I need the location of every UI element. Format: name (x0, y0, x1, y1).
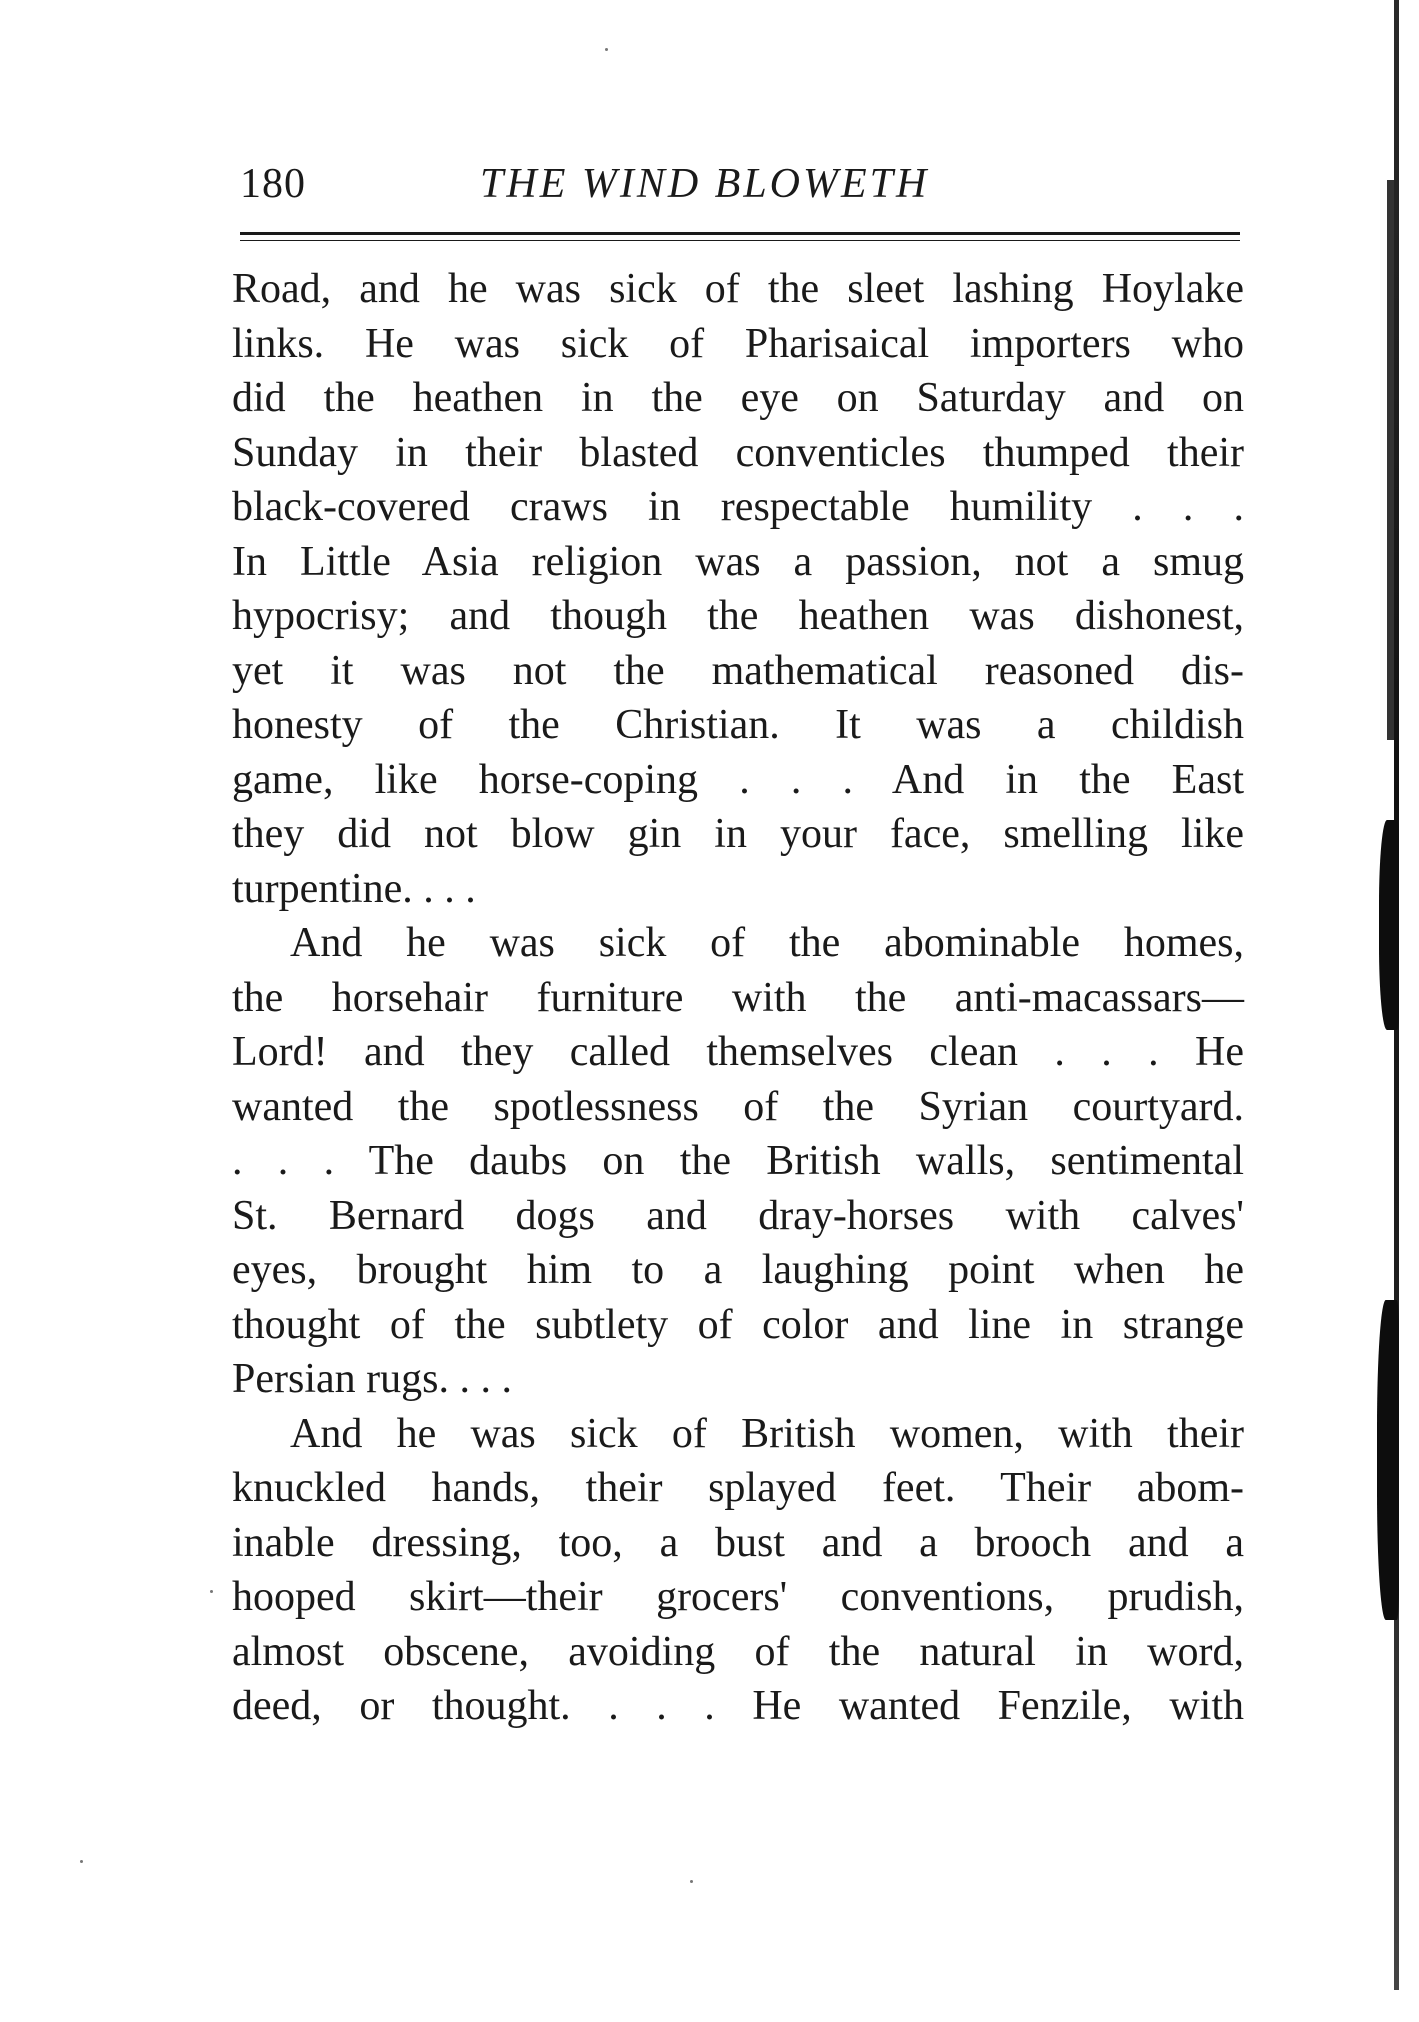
text-line: they did not blow gin in your face, smelling like (232, 811, 1244, 857)
running-head (240, 160, 1240, 220)
text-line: Sunday in their blasted conventicles thumped their (232, 429, 1244, 476)
text-line: yet it was not the mathematical reasoned dis- (232, 647, 1244, 694)
paper-speck (80, 1860, 83, 1863)
running-title: THE WIND BLOWETH (480, 161, 930, 207)
text-line: the horsehair furniture with the anti-macassars— (232, 974, 1244, 1021)
text-line: black-covered craws in respectable humility . . . (232, 484, 1244, 530)
text-line: And he was sick of the abominable homes, (290, 920, 1244, 966)
text-line: Lord! and they called themselves clean . . . He (232, 1029, 1244, 1075)
header-rule (240, 240, 1240, 241)
text-line: game, like horse-coping . . . And in the East (232, 756, 1244, 803)
text-line: inable dressing, too, a bust and a brooch and a (232, 1519, 1244, 1566)
text-line: In Little Asia religion was a passion, not a smug (232, 538, 1244, 585)
paper-speck (210, 1590, 213, 1593)
text-line: eyes, brought him to a laughing point when he (232, 1247, 1244, 1293)
text-line: St. Bernard dogs and dray-horses with calves' (232, 1192, 1244, 1239)
text-line: did the heathen in the eye on Saturday and on (232, 375, 1244, 421)
text-line: Road, and he was sick of the sleet lashing Hoylake (232, 266, 1244, 312)
paper-speck (605, 48, 608, 51)
text-line: knuckled hands, their splayed feet. Their abom- (232, 1465, 1244, 1511)
body-text (232, 262, 1244, 1734)
text-line: hooped skirt—their grocers' conventions, prudish, (232, 1574, 1244, 1620)
binding-shadow (1377, 1300, 1399, 1620)
text-line: deed, or thought. . . . He wanted Fenzile, with (232, 1683, 1244, 1729)
text-line: hypocrisy; and though the heathen was dishonest, (232, 593, 1244, 639)
text-line: wanted the spotlessness of the Syrian courtyard. (232, 1083, 1244, 1130)
text-line: . . . The daubs on the British walls, sentimental (232, 1138, 1244, 1184)
text-line: And he was sick of British women, with their (290, 1410, 1244, 1457)
text-line: Persian rugs. . . . (232, 1356, 512, 1402)
text-line: almost obscene, avoiding of the natural in word, (232, 1628, 1244, 1675)
text-line: turpentine. . . . (232, 865, 476, 912)
paper-speck (690, 1880, 693, 1883)
text-line: honesty of the Christian. It was a childish (232, 702, 1244, 748)
header-rule (240, 232, 1240, 235)
page-number: 180 (240, 161, 306, 207)
binding-shadow (1379, 820, 1399, 1030)
text-line: links. He was sick of Pharisaical importers who (232, 320, 1244, 367)
text-line: thought of the subtlety of color and line in strange (232, 1301, 1244, 1348)
